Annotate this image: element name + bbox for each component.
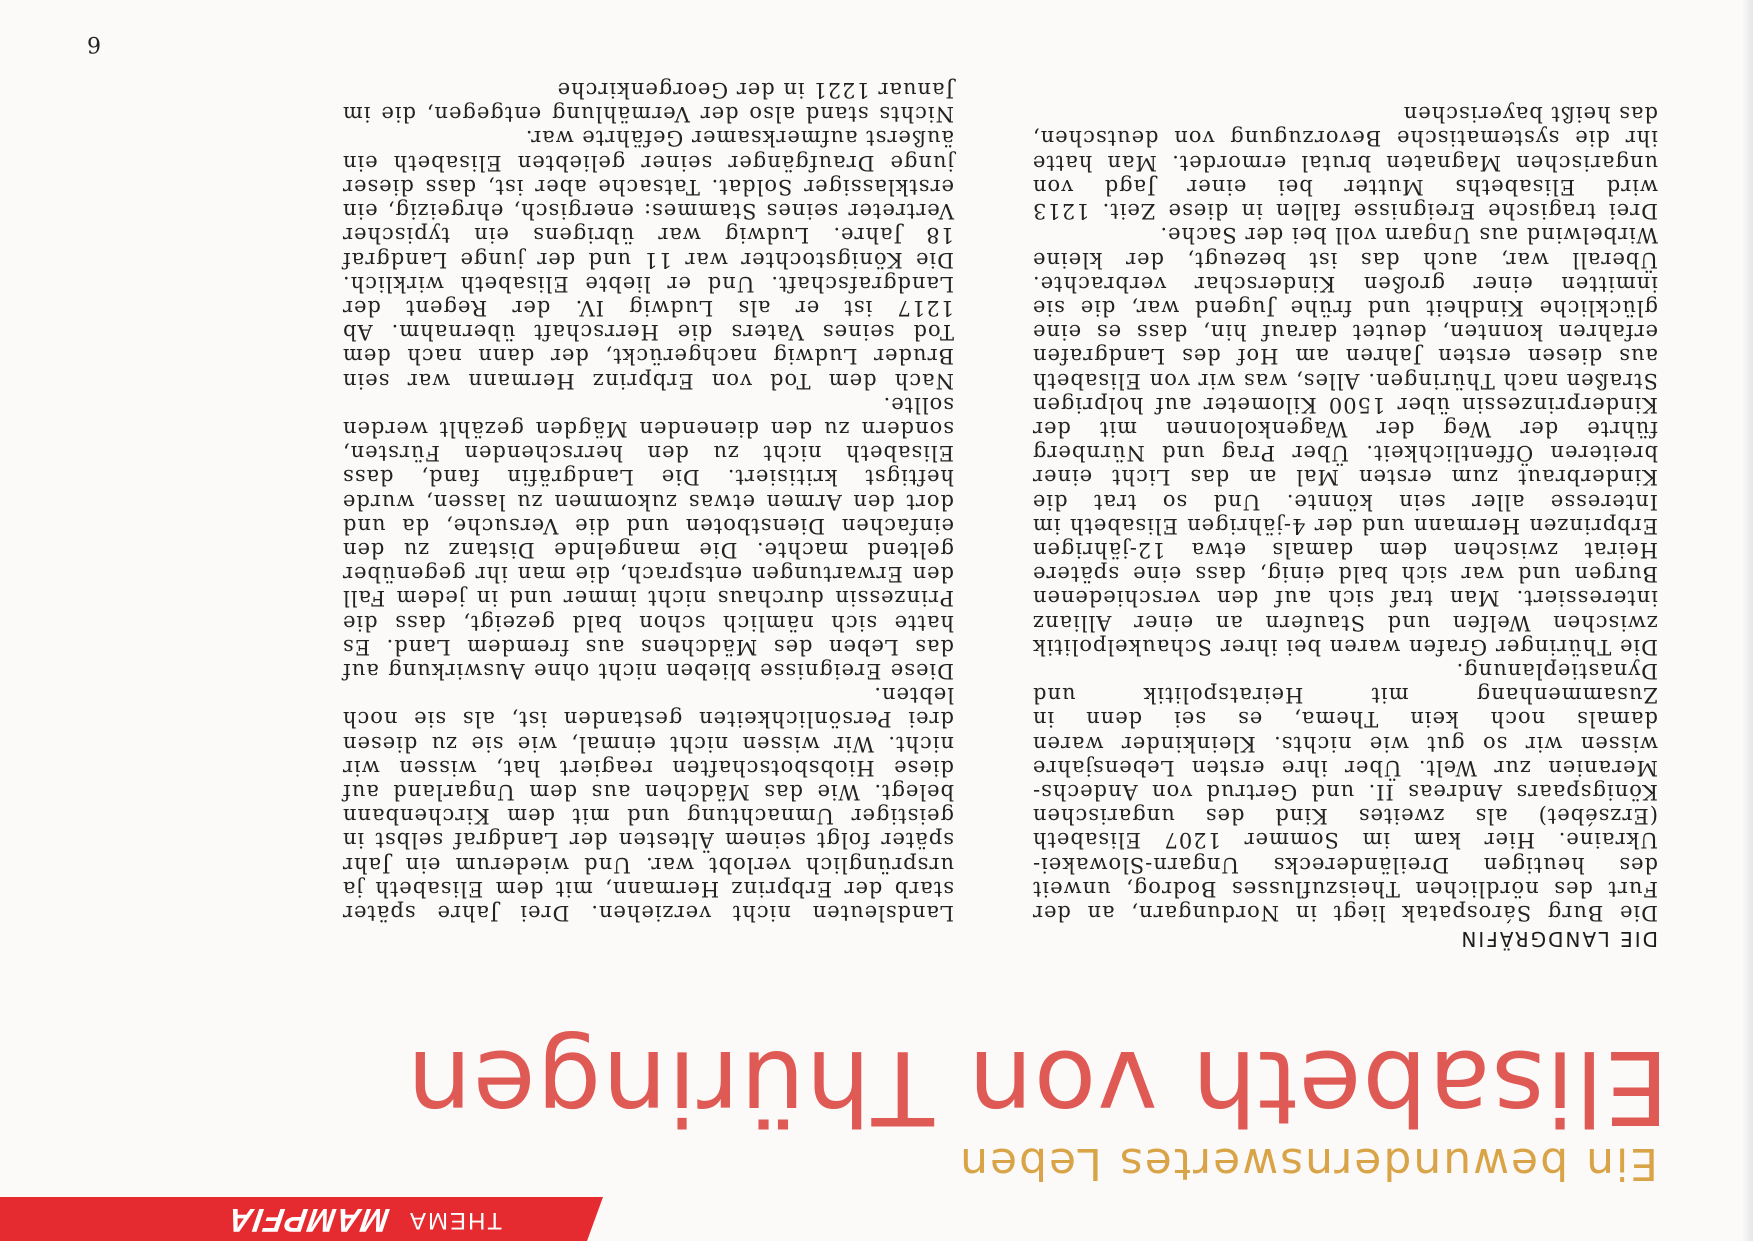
paragraph: Die Thüringer Grafen waren bei ihrer Schaukelpolitik zwischen Welfen und Staufern an einer Allianz interessiert. Man traf sich auf den verschiedenen Burgen und war sich bald einig, dass eine spätere Heirat zwischen dem damals etwa 12-jährigen Erbprinzen Hermann und der 4-jährigen Elisabeth im Interesse aller sein könnte. Und so trat die Kinderbraut zum ersten Mal an das Licht einer breiteren Öffentlichkeit. Über Prag und Nürnberg führte der Weg der Wagenkolonnen mit der Kinderprinzessin über 1500 Kilometer auf holprigen Straßen nach Thüringen. Alles, was wir von Elisabeth aus diesen ersten Jahren am Hof des Landgrafen erfahren konnten, deutet darauf hin, dass es eine glückliche Kindheit und frühe Jugend war, die sie inmitten einer großen Kinderschar verbrachte. Überall war, auch das ist bezeugt, der kleine Wirbelwind aus Ungarn voll bei der Sache.	[1032, 223, 1658, 659]
paragraph: Landsleuten nicht verziehen. Drei Jahre später starb der Erbprinz Hermann, mit dem Elisabeth ja ursprünglich verlobt war. Und wiederum ein Jahr später folgt seinem Ältesten der Landgraf selbst in geistiger Umnachtung und mit dem Kirchenbann belegt. Wie das Mädchen aus dem Ungarland auf diese Hiobsbotschaften reagiert hat, wissen wir nicht. Wir wissen nicht einmal, wie sie zu diesen drei Persönlichkeiten gestanden ist, als sie noch lebten.	[342, 683, 954, 925]
article-subtitle: Ein bewundernswertes Leben	[958, 1138, 1658, 1189]
page-number: 6	[87, 31, 101, 56]
page-edge-shadow	[1741, 0, 1753, 1241]
paragraph: Nach dem Tod von Erbprinz Hermann war sein Bruder Ludwig nachgerückt, der dann nach dem Tod seines Vaters die Herrschaft übernahm. Ab 1217 ist er als Ludwig IV. der Regent der Landgrafschaft. Und er liebte Elisabeth wirklich. Die Königstochter war 11 und der junge Landgraf 18 Jahre. Ludwig war übrigens ein typischer Vertreter seines Stammes: energisch, ehrgeizig, ein erstklassiger Soldat. Tatsache aber ist, dass dieser junge Draufgänger seiner geliebten Elisabeth ein äußerst aufmerksamer Gefährte war.	[342, 126, 954, 393]
article-title: Elisabeth von Thüringen	[406, 1027, 1669, 1146]
text-column-right	[342, 78, 954, 925]
paragraph: Die Burg Sárospatak liegt in Nordungarn, an der Furt des nördlichen Theiszuflusses Bodrog, unweit des heutigen Dreiländerecks Ungarn-Slowakei-Ukraine. Hier kam im Sommer 1207 Elisabeth (Erzsébet) als zweites Kind des ungarischen Königspaars Andreas II. und Gertrud von Andechs-Meranien zur Welt. Über ihre ersten Lebensjahre wissen wir so gut wie nichts. Kleinkinder waren damals noch kein Thema, es sei denn in Zusammenhang mit Heiratspolitik und Dynastieplanung.	[1032, 658, 1658, 925]
magazine-logo: MAMPFIA	[225, 1202, 392, 1239]
section-label: THEMA	[408, 1207, 502, 1234]
paragraph: Drei tragische Ereignisse fallen in diese Zeit. 1213 wird Elisabeths Mutter bei einer Jagd von ungarischen Magnaten brutal ermordet. Man hatte ihr die systematische Bevorzugung von deutschen, das heißt bayerischen	[1032, 102, 1658, 224]
text-column-left	[1032, 102, 1658, 925]
section-heading: DIE LANDGRÄFIN	[1459, 927, 1658, 951]
paragraph: Diese Ereignisse blieben nicht ohne Auswirkung auf das Leben des Mädchens aus fremdem Land. Es hatte sich nämlich schon bald gezeigt, dass die Prinzessin durchaus nicht immer und in jedem Fall den Erwartungen entsprach, die man ihr gegenüber geltend machte. Die mangelnde Distanz zu den einfachen Dienstboten und die Versuche, da und dort den Armen etwas zukommen zu lassen, wurde heftigst kritisiert. Die Landgräfin fand, dass Elisabeth nicht zu den herrschenden Fürsten, sondern zu den dienenden Mägden gezählt werden sollte.	[342, 392, 954, 683]
paragraph: Nichts stand also der Vermählung entgegen, die im Januar 1221 in der Georgenkirche	[342, 78, 954, 127]
